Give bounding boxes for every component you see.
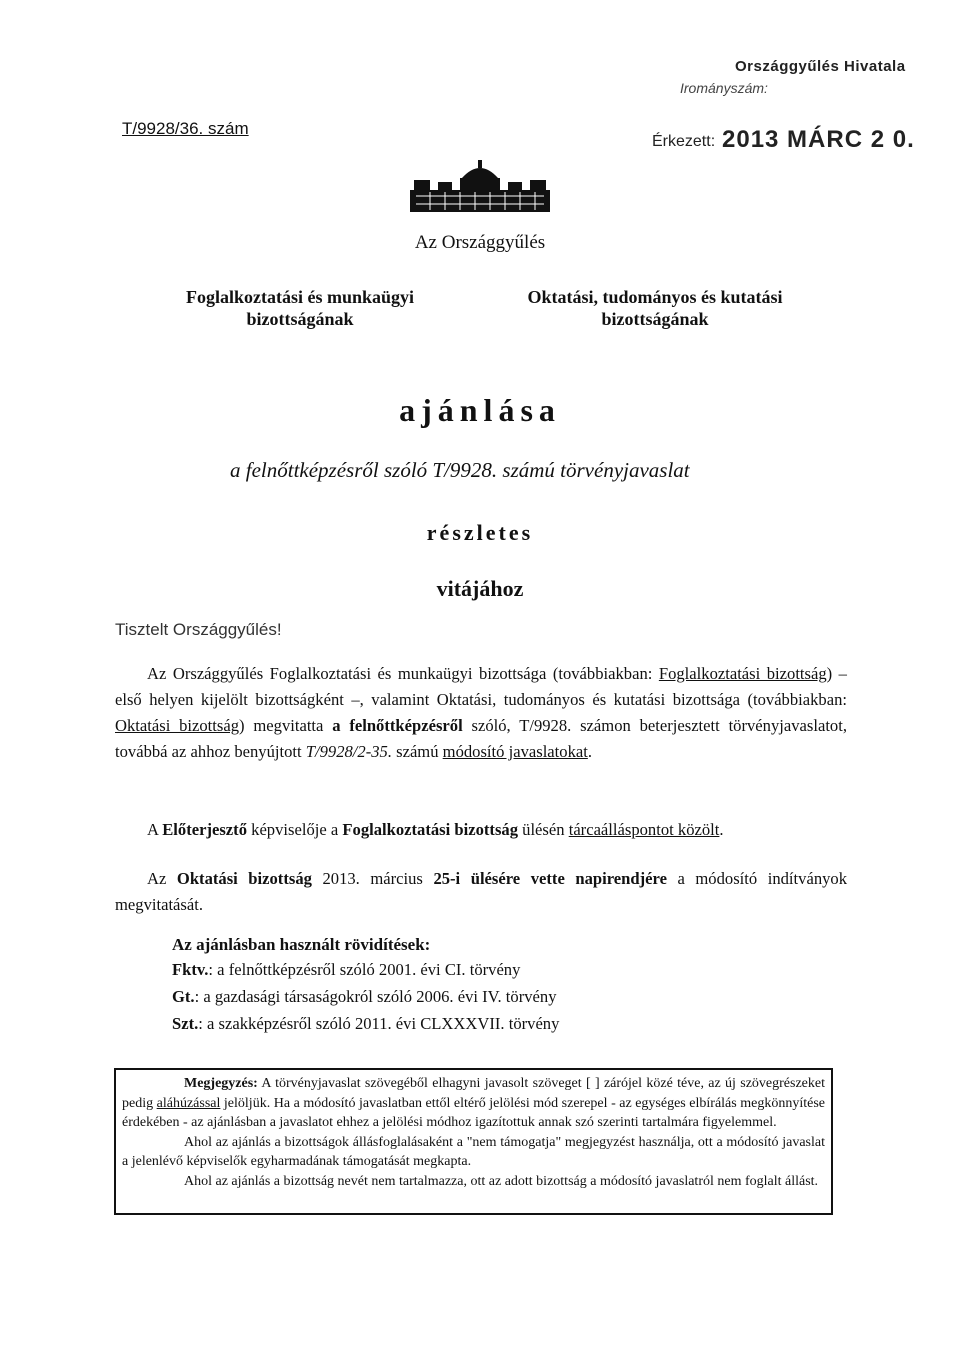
p1-text: . xyxy=(587,742,592,761)
committee-education: Oktatási, tudományos és kutatási bizottságának xyxy=(527,287,783,329)
abbreviation-key: Fktv. xyxy=(172,960,209,979)
p2-text: A xyxy=(147,820,163,839)
p1-amendments: módosító javaslatokat xyxy=(442,742,588,761)
abbreviation-item xyxy=(172,987,557,1007)
abbreviation-item xyxy=(172,1014,559,1034)
stamp-date-value: 2013 MÁRC 2 0. xyxy=(722,126,915,153)
document-title: ajánlása xyxy=(399,392,561,428)
note-label: Megjegyzés: xyxy=(184,1076,258,1091)
p1-text: Az Országgyűlés Foglalkoztatási és munkaügyi bizottsága (továbbiakban: xyxy=(147,664,659,683)
abbreviation-key: Gt. xyxy=(172,987,195,1006)
committee-employment: Foglalkoztatási és munkaügyi bizottságának xyxy=(185,287,415,329)
stamp-date-label: Érkezett: xyxy=(652,133,716,150)
stamp-registry: Irományszám: xyxy=(680,80,768,96)
note-paragraph: Ahol az ajánlás a bizottság nevét nem tartalmazza, ott az adott bizottság a módosító javaslatról nem foglalt állást. xyxy=(184,1173,819,1189)
p1-employment-committee: Foglalkoztatási bizottság xyxy=(658,664,827,683)
paragraph-intro xyxy=(115,661,847,765)
abbreviation-key: Szt. xyxy=(172,1014,199,1033)
p1-education-committee: Oktatási bizottság xyxy=(115,716,240,735)
paragraph-presenter xyxy=(115,817,847,843)
abbreviations-title: Az ajánlásban használt rövidítések: xyxy=(172,935,431,954)
abbreviation-text: : a felnőttképzésről szóló 2001. évi CI. törvény xyxy=(208,960,521,979)
p3-text: a módosító indítványok megvitatását. xyxy=(115,869,848,914)
note-box xyxy=(114,1068,833,1215)
greeting: Tisztelt Országgyűlés! xyxy=(115,620,282,639)
p1-bill-topic: a felnőttképzésről xyxy=(332,716,463,735)
p1-text: ) megvitatta xyxy=(239,716,333,735)
p1-text: szóló, T/9928. számon beterjesztett törvényjavaslatot, továbbá az ahhoz benyújtott xyxy=(115,716,847,761)
p1-amendment-number: T/9928/2-35. xyxy=(305,742,392,761)
document-number: T/9928/36. szám xyxy=(122,119,249,138)
stamp-office: Országgyűlés Hivatala xyxy=(735,58,906,75)
note-underline-example: aláhúzással xyxy=(156,1095,221,1111)
p1-text: számú xyxy=(391,742,443,761)
paragraph-agenda xyxy=(115,866,847,918)
p3-session: 25-i ülésére vette napirendjére xyxy=(433,869,667,888)
p3-committee: Oktatási bizottság xyxy=(176,869,312,888)
p3-text: 2013. március xyxy=(311,869,434,888)
p2-text: . xyxy=(719,820,724,839)
note-paragraph: Ahol az ajánlás a bizottságok állásfoglalásaként a "nem támogatja" megjegyzést használja, ott a módosító javaslat a jelenlévő képviselők egyharmadának támogatását megkapta. xyxy=(122,1134,825,1169)
note-text: A törvényjavaslat szövegéből elhagyni javasolt szöveget [ ] zárójel közé téve, az új szövegrészeket pedig xyxy=(122,1076,825,1111)
p2-presenter: Előterjesztő xyxy=(162,820,247,839)
abbreviation-text: : a gazdasági társaságokról szóló 2006. évi IV. törvény xyxy=(194,987,557,1006)
abbreviation-text: : a szakképzésről szóló 2011. évi CLXXXVII. törvény xyxy=(198,1014,560,1033)
abbreviation-item xyxy=(172,960,520,980)
p3-text: Az xyxy=(147,869,177,888)
p1-text: ) – első helyen kijelölt bizottságként –, valamint Oktatási, tudományos és kutatási bizottsága (továbbiakban: xyxy=(115,664,847,709)
title-debate: vitájához xyxy=(436,576,524,601)
document-subtitle: a felnőttképzésről szóló T/9928. számú törvényjavaslat xyxy=(230,458,690,482)
p2-text: ülésén xyxy=(518,820,569,839)
title-detailed: részletes xyxy=(426,520,534,545)
parliament-emblem xyxy=(410,160,550,215)
p2-text: képviselője a xyxy=(247,820,343,839)
p2-position: tárcaálláspontot közölt xyxy=(568,820,720,839)
organization-heading: Az Országgyűlés xyxy=(414,232,546,253)
note-paragraph xyxy=(122,1074,825,1133)
p2-committee: Foglalkoztatási bizottság xyxy=(342,820,518,839)
note-text: jelöljük. Ha a módosító javaslatban ettől eltérő jelölési mód szerepel - az egységes elbírálás megkönnyítése érdekében - az ajánlásban a javaslatot ehhez a jelölési módhoz igazítottuk annak szó szerinti tartalmára figyelemmel. xyxy=(122,1095,825,1130)
